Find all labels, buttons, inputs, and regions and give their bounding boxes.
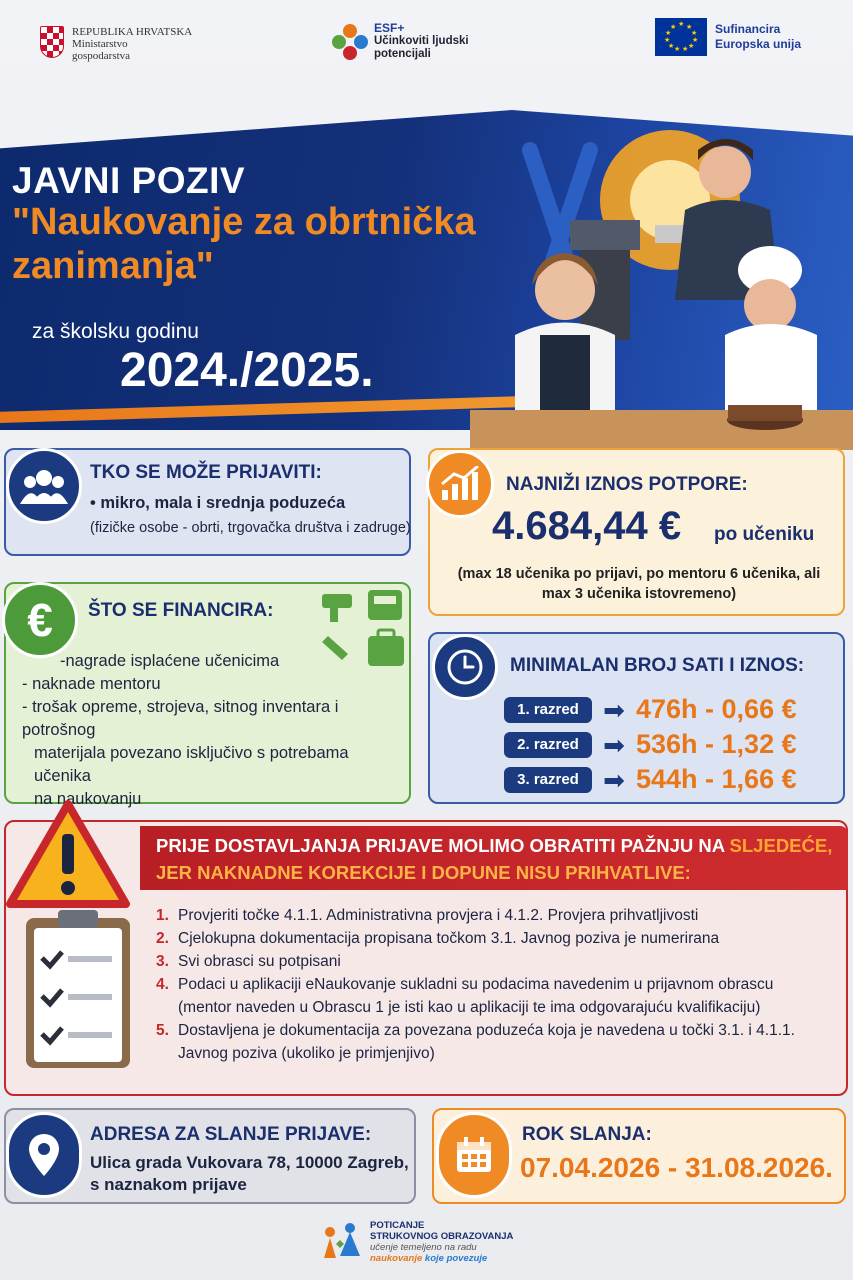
min-support-unit: po učeniku — [714, 524, 815, 545]
hours-row — [504, 762, 797, 797]
clock-icon — [432, 634, 498, 700]
what-is-financed-list — [22, 650, 404, 811]
checklist-clipboard-icon — [22, 908, 134, 1072]
ministry-logo-line2: Ministarstvo — [72, 38, 128, 50]
footer-line2: STRUKOVNOG OBRAZOVANJA — [370, 1231, 514, 1242]
esf-logo — [332, 22, 469, 61]
calendar-icon — [436, 1112, 512, 1198]
address-title: ADRESA ZA SLANJE PRIJAVE: — [90, 1124, 372, 1145]
warning-heading-line2: JER NAKNADNE KOREKCIJE I DOPUNE NISU PRIHVATLIVE: — [156, 862, 691, 883]
location-pin-icon — [6, 1112, 82, 1198]
hero-for-label: za školsku godinu — [32, 320, 199, 343]
esf-flower-icon — [332, 24, 368, 60]
eu-line1: Sufinancira — [715, 22, 781, 36]
checklist-item: 1. Provjeriti točke 4.1.1. Administrativna provjera i 4.1.2. Provjera prihvatljivosti — [156, 907, 699, 924]
hours-value: 544h - 1,66 € — [636, 764, 797, 794]
eu-flag-icon: ★ ★ ★ ★ ★ ★ ★ ★ ★ ★ ★ — [655, 18, 707, 56]
eu-line2: Europska unija — [715, 37, 802, 51]
checklist-item-note: (mentor naveden u Obrascu 1 je isti kao u aplikaciji te ima odgovarajuću kvalifikaciju) — [178, 999, 761, 1016]
hours-row — [504, 727, 797, 762]
ministry-logo-line3: gospodarstva — [72, 50, 131, 62]
deadline-title: ROK SLANJA: — [522, 1124, 652, 1145]
what-is-financed-title: ŠTO SE FINANCIRA: — [88, 600, 274, 621]
people-star-icon — [320, 1222, 364, 1262]
croatian-coat-of-arms-icon — [40, 26, 64, 58]
arrow-right-icon: ➡ — [603, 694, 625, 725]
address-lines — [90, 1152, 409, 1196]
hero-year: 2024./2025. — [120, 344, 374, 397]
financed-item-3-cont: materijala povezano isključivo s potrebama učenika — [34, 744, 349, 785]
footer-logo — [320, 1220, 513, 1264]
ministry-logo-line1: REPUBLIKA HRVATSKA — [72, 26, 193, 38]
euro-icon: € — [2, 582, 78, 658]
esf-line2: Učinkoviti ljudski — [374, 35, 469, 47]
hero-title: JAVNI POZIV — [12, 160, 246, 201]
esf-line3: potencijali — [374, 48, 431, 60]
min-support-amount: 4.684,44 € — [492, 504, 682, 548]
hours-value: 536h - 1,32 € — [636, 729, 797, 759]
warning-heading-highlight: SLJEDEĆE, — [729, 835, 833, 856]
financed-item-1: -nagrade isplaćene učenicima — [60, 652, 280, 670]
bar-chart-growth-icon — [426, 450, 494, 518]
min-hours-title: MINIMALAN BROJ SATI I IZNOS: — [510, 655, 805, 676]
esf-title: ESF+ — [374, 21, 405, 35]
min-hours-table — [504, 692, 797, 797]
who-can-apply-note: (fizičke osobe - obrti, trgovačka društva i zadruge) — [90, 520, 411, 536]
footer-line4b: koje povezuje — [424, 1253, 488, 1264]
grade-label: 2. razred — [504, 732, 592, 758]
warning-triangle-icon — [6, 798, 130, 910]
footer-line3: učenje temeljeno na radu — [370, 1242, 477, 1253]
footer-line1: POTICANJE — [370, 1220, 425, 1231]
checklist-item: 5. Dostavljena je dokumentacija za povezana poduzeća koja je navedena u točki 3.1. i 4.1.1. — [156, 1022, 795, 1039]
ministry-logo — [40, 26, 192, 62]
warning-checklist — [156, 904, 836, 1065]
eu-logo — [655, 18, 801, 56]
arrow-right-icon: ➡ — [603, 764, 625, 795]
min-support-title: NAJNIŽI IZNOS POTPORE: — [506, 474, 748, 495]
grade-label: 3. razred — [504, 767, 592, 793]
warning-heading — [156, 832, 846, 886]
financed-item-2: - naknade mentoru — [22, 675, 161, 693]
deadline-date: 07.04.2026 - 31.08.2026. — [520, 1152, 833, 1183]
hero-subtitle: "Naukovanje za obrtnička zanimanja" — [12, 201, 476, 287]
address-line1: Ulica grada Vukovara 78, 10000 Zagreb, — [90, 1153, 409, 1172]
grade-label: 1. razred — [504, 697, 592, 723]
checklist-item: 3. Svi obrasci su potpisani — [156, 953, 341, 970]
hours-row — [504, 692, 797, 727]
financed-item-3-cont2: na naukovanju — [34, 790, 142, 808]
who-can-apply-item: • mikro, mala i srednja poduzeća — [90, 494, 346, 512]
hours-value: 476h - 0,66 € — [636, 694, 797, 724]
arrow-right-icon: ➡ — [603, 729, 625, 760]
checklist-item-note: Javnog poziva (ukoliko je primjenjivo) — [178, 1045, 435, 1062]
checklist-item: 2. Cjelokupna dokumentacija propisana točkom 3.1. Javnog poziva je numerirana — [156, 930, 720, 947]
min-support-note: (max 18 učenika po prijavi, po mentoru 6 učenika, ali max 3 učenika istovremeno) — [457, 566, 821, 602]
address-line2: s naznakom prijave — [90, 1175, 247, 1194]
financed-item-3: - trošak opreme, strojeva, sitnog inventara i potrošnog — [22, 698, 339, 739]
checklist-item: 4. Podaci u aplikaciji eNaukovanje sukladni su podacima navedenim u prijavnom obrascu — [156, 976, 774, 993]
warning-heading-line1: PRIJE DOSTAVLJANJA PRIJAVE MOLIMO OBRATITI PAŽNJU NA — [156, 835, 725, 856]
people-group-icon — [6, 448, 82, 524]
footer-line4a: naukovanje — [370, 1253, 423, 1264]
who-can-apply-title: TKO SE MOŽE PRIJAVITI: — [90, 462, 322, 483]
